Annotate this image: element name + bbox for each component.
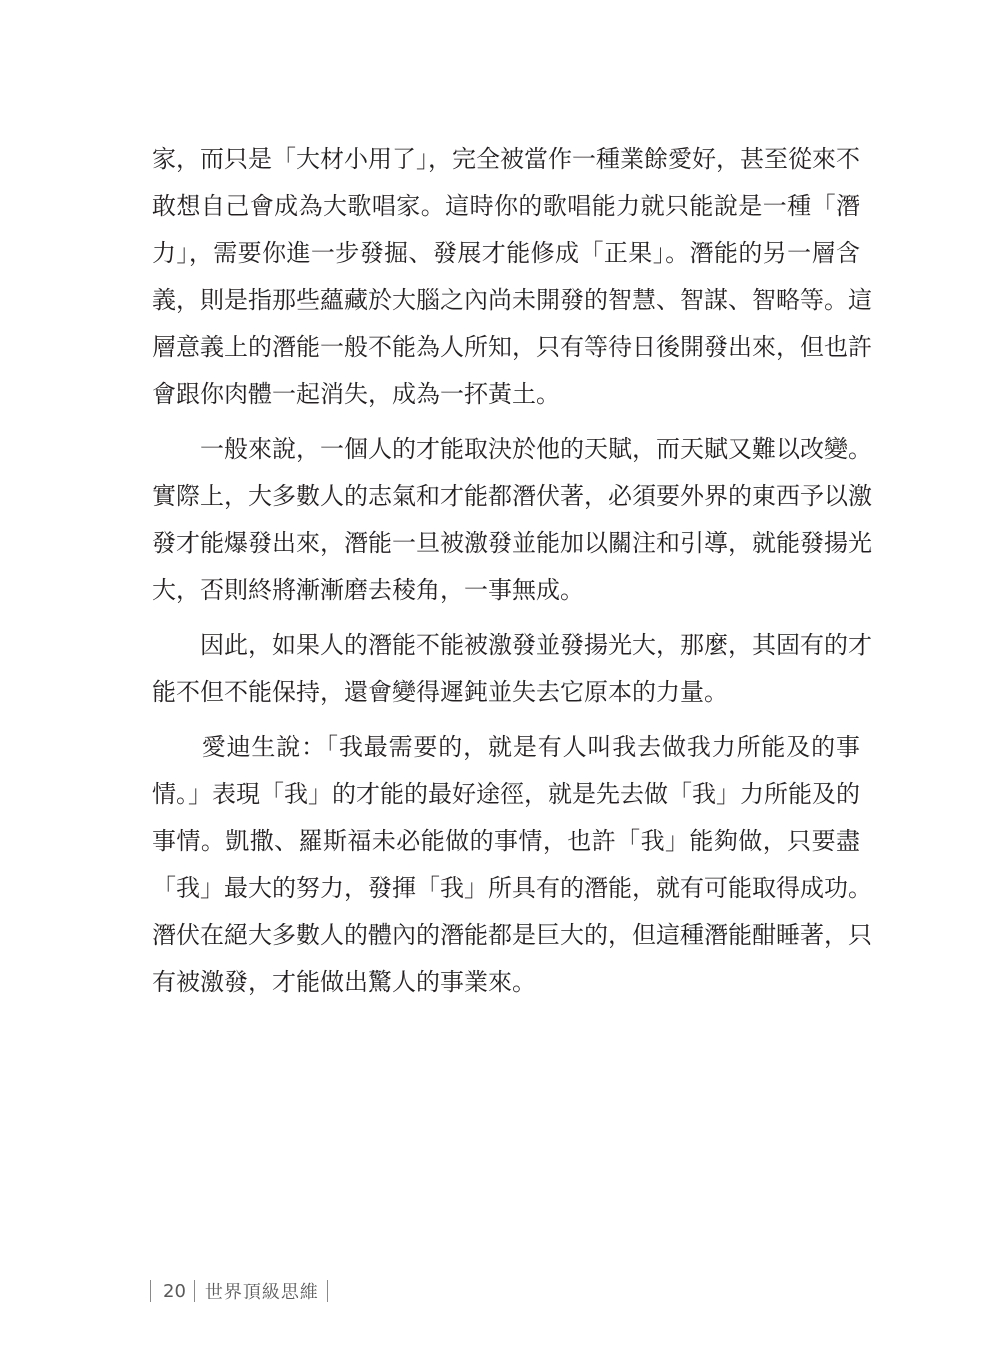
page-number: 20 <box>163 1280 186 1302</box>
text-line: 發才能爆發出來，潛能一旦被激發並能加以關注和引導，就能發揚光 <box>152 529 872 557</box>
paragraph-4 <box>152 724 872 1006</box>
text-line: 「我」最大的努力，發揮「我」所具有的潛能，就有可能取得成功。 <box>152 874 872 902</box>
text-line: 因此，如果人的潛能不能被激發並發揚光大，那麼，其固有的才 <box>152 631 872 659</box>
text-line: 會跟你肉體一起消失，成為一抔黃土。 <box>152 380 560 408</box>
book-title: 世界頂級思維 <box>204 1282 319 1303</box>
text-line: 事情。凱撒、羅斯福未必能做的事情，也許「我」能夠做，只要盡 <box>152 827 860 855</box>
text-line: 愛迪生說：「我最需要的，就是有人叫我去做我力所能及的事 <box>152 733 860 761</box>
paragraph-1 <box>152 136 872 418</box>
body-text <box>152 136 872 1006</box>
text-line: 力」，需要你進一步發掘、發展才能修成「正果」。潛能的另一層含 <box>152 239 860 267</box>
text-line: 大，否則終將漸漸磨去稜角，一事無成。 <box>152 576 584 604</box>
text-line: 敢想自己會成為大歌唱家。這時你的歌唱能力就只能說是一種「潛 <box>152 192 860 220</box>
text-line: 一般來說，一個人的才能取決於他的天賦，而天賦又難以改變。 <box>152 435 872 463</box>
paragraph-2 <box>152 426 872 614</box>
text-line: 情。」表現「我」的才能的最好途徑，就是先去做「我」力所能及的 <box>152 780 860 808</box>
text-line: 潛伏在絕大多數人的體內的潛能都是巨大的，但這種潛能酣睡著，只 <box>152 921 872 949</box>
page-footer <box>150 1277 328 1305</box>
footer-divider <box>327 1280 328 1302</box>
text-line: 有被激發，才能做出驚人的事業來。 <box>152 968 536 996</box>
text-line: 能不但不能保持，還會變得遲鈍並失去它原本的力量。 <box>152 678 728 706</box>
text-line: 義，則是指那些蘊藏於大腦之內尚未開發的智慧、智謀、智略等。這 <box>152 286 872 314</box>
text-line: 實際上，大多數人的志氣和才能都潛伏著，必須要外界的東西予以激 <box>152 482 872 510</box>
paragraph-3 <box>152 622 872 716</box>
text-line: 層意義上的潛能一般不能為人所知，只有等待日後開發出來，但也許 <box>152 333 872 361</box>
text-line: 家，而只是「大材小用了」，完全被當作一種業餘愛好，甚至從來不 <box>152 145 860 173</box>
